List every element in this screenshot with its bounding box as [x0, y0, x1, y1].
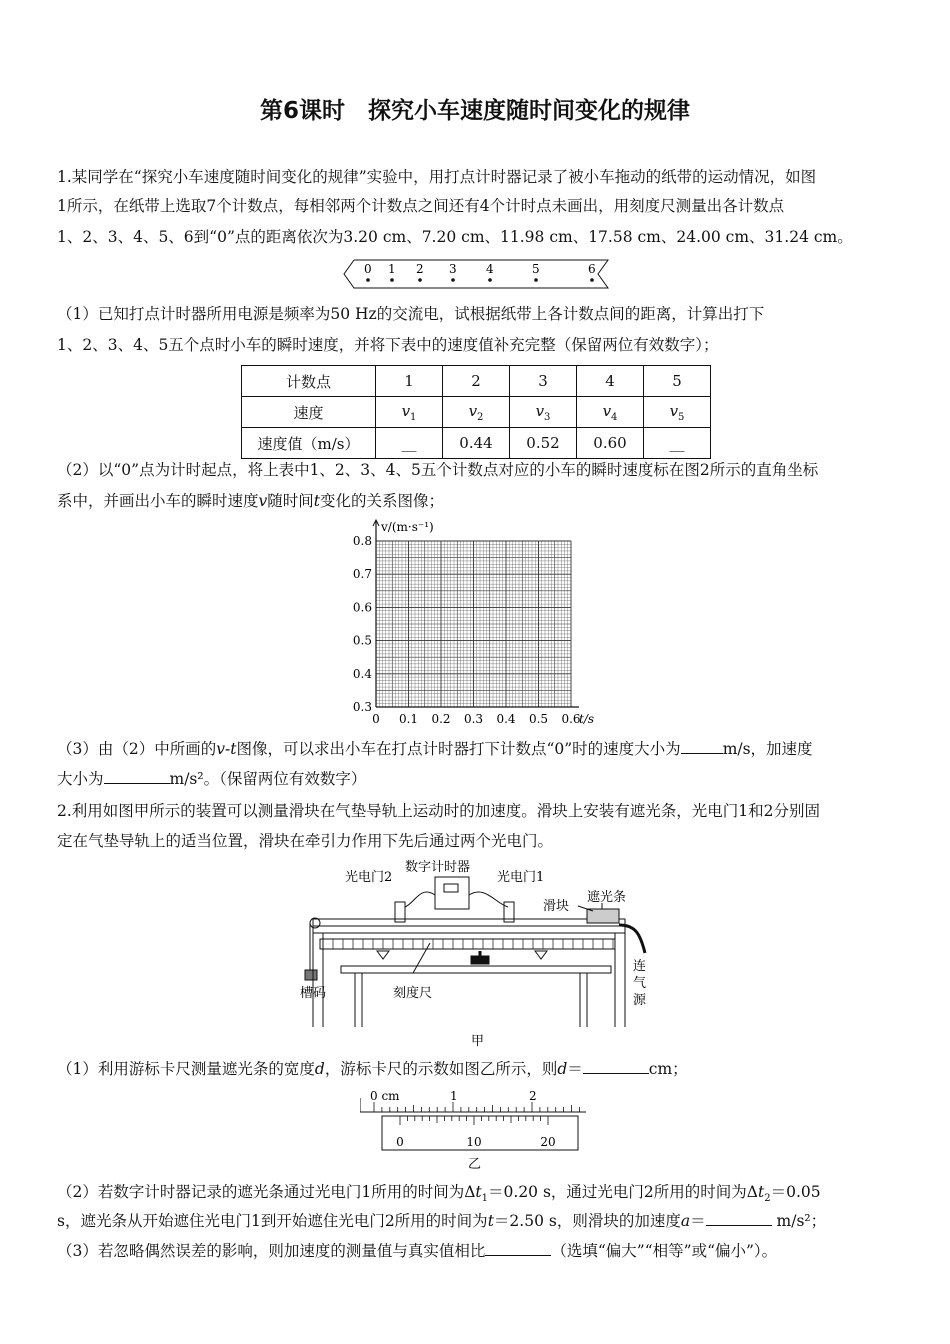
tape-label: 4 [486, 262, 494, 276]
y-tick-label: 0.7 [352, 567, 372, 582]
label-gate1: 光电门1 [497, 870, 545, 885]
y-tick-label: 0.3 [352, 700, 372, 714]
velocity-symbol: v [401, 401, 411, 420]
q2-intro-line2: 定在气垫导轨上的适当位置，滑块在牵引力作用下先后通过两个光电门。 [57, 832, 554, 850]
table-cell: 速度 [242, 397, 376, 428]
label-air-source [633, 959, 647, 1008]
q1-intro-line3: 1、2、3、4、5、6到“0”点的距离依次为3.20 cm、7.20 cm、11.98 cm、17.58 cm、24.00 cm、31.24 cm。 [57, 228, 853, 246]
table-row [242, 366, 711, 397]
tape-dot [534, 278, 538, 282]
x-tick-label: 0.6 [561, 712, 581, 726]
tape-dot [590, 278, 594, 282]
table-cell: $v_2$ [443, 397, 510, 428]
figure-caption-jia: 甲 [471, 1034, 485, 1049]
air-track-apparatus-figure [295, 855, 665, 1050]
q2-part1-line: （1）利用游标卡尺测量遮光条的宽度d，游标卡尺的示数如图乙所示，则d＝ cm； [57, 1055, 897, 1084]
q1-part2-line1: （2）以“0”点为计时起点，将上表中1、2、3、4、5五个计数点对应的小车的瞬时速度标在图2所示的直角坐标 [57, 461, 819, 479]
chart-grid [376, 541, 571, 707]
main-scale-label: 0 cm [370, 1089, 400, 1103]
table-cell: $v_5$ [644, 397, 711, 428]
x-tick-label: 0.5 [528, 712, 549, 726]
page-title: 第6课时 探究小车速度随时间变化的规律 [259, 98, 690, 124]
q1-part1-line1: （1）已知打点计时器所用电源是频率为50 Hz的交流电，试根据纸带上各计数点间的距离，计算出打下 [57, 305, 765, 323]
y-tick-label: 0.8 [352, 534, 372, 548]
velocity-symbol: v [535, 401, 545, 420]
label-ruler: 刻度尺 [393, 986, 433, 1001]
y-tick-label: 0.6 [352, 600, 372, 615]
answer-blank [706, 1209, 772, 1226]
tape-dot [451, 278, 455, 282]
answer-blank [485, 1239, 551, 1256]
paper-tape-figure [340, 259, 610, 289]
table-cell: $v_1$ [376, 397, 443, 428]
table-cell: $v_4$ [577, 397, 644, 428]
table-cell: 0.44 [443, 428, 510, 459]
x-tick-label: 0.1 [398, 712, 419, 726]
x-tick-label: 0.3 [463, 712, 484, 726]
table-cell: $v_3$ [510, 397, 577, 428]
q1-intro-line2: 1所示，在纸带上选取7个计数点，每相邻两个计数点之间还有4个计时点未画出，用刻度尺测量出各计数点 [57, 197, 785, 215]
air-source-char: 连 [633, 959, 647, 974]
tape-label: 0 [364, 262, 372, 276]
table-cell-blank: __ [376, 428, 443, 459]
main-scale-label: 1 [450, 1089, 458, 1103]
velocity-symbol: v [602, 401, 612, 420]
figure-caption-yi: 乙 [468, 1157, 482, 1172]
label-shade: 遮光条 [587, 890, 627, 905]
q1-part2-line2: 系中，并画出小车的瞬时速度v随时间t变化的关系图像； [57, 492, 445, 510]
vernier-label: 20 [540, 1135, 556, 1149]
q1-part1-line2: 1、2、3、4、5五个点时小车的瞬时速度，并将下表中的速度值补充完整（保留两位有效数字）； [57, 336, 719, 354]
tape-dot [366, 278, 370, 282]
paper-tape-outline [344, 260, 608, 288]
vt-grid-chart [340, 517, 610, 729]
velocity-symbol: v [468, 401, 478, 420]
label-slider: 滑块 [543, 899, 570, 914]
table-cell: 0.52 [510, 428, 577, 459]
tape-label: 1 [388, 262, 396, 276]
answer-blank [681, 737, 723, 754]
q2-part2-line2: s，遮光条从开始遮住光电门1到开始遮住光电门2所用的时间为t＝2.50 s，则滑块的加速度a＝ m/s²； [57, 1207, 897, 1236]
tape-label: 2 [416, 262, 424, 276]
table-cell: 4 [577, 366, 644, 397]
q1-intro-line1: 1.某同学在“探究小车速度随时间变化的规律”实验中，用打点计时器记录了被小车拖动的纸带的运动情况，如图 [57, 168, 817, 186]
x-tick-label: 0.2 [431, 712, 451, 726]
x-tick-label: 0.4 [496, 712, 516, 726]
tape-dot [488, 278, 492, 282]
velocity-table [241, 365, 711, 459]
digital-timer [435, 877, 469, 909]
table-cell: 5 [644, 366, 711, 397]
answer-blank [583, 1057, 649, 1074]
q1-part3-line2: 大小为 m/s²。（保留两位有效数字） [57, 765, 897, 794]
velocity-symbol: v [669, 401, 679, 420]
table-cell: 1 [376, 366, 443, 397]
table-cell: 计数点 [242, 366, 376, 397]
q2-intro-line1: 2.利用如图甲所示的装置可以测量滑块在气垫导轨上运动时的加速度。滑块上安装有遮光条，光电门1和2分别固 [57, 802, 821, 820]
tape-label: 6 [588, 262, 596, 276]
table-row [242, 428, 711, 459]
label-gate2: 光电门2 [345, 870, 393, 885]
air-source-char: 源 [633, 993, 647, 1008]
vernier-caliper-figure [360, 1088, 590, 1174]
table-cell: 3 [510, 366, 577, 397]
table-top [341, 966, 611, 973]
label-weight: 槽码 [300, 986, 327, 1001]
table-cell: 2 [443, 366, 510, 397]
weight-hanger [305, 970, 317, 980]
q2-part2-line1: （2）若数字计时器记录的遮光条通过光电门1所用的时间为$\Delta t_1=0.20$ s，通过光电门2所用的时间为$\Delta t_2=0.05$ [57, 1183, 821, 1205]
vernier-label: 10 [466, 1135, 482, 1149]
air-source-char: 气 [633, 976, 647, 991]
main-scale-label: 2 [529, 1089, 537, 1103]
label-timer: 数字计时器 [405, 860, 471, 875]
tape-dot [418, 278, 422, 282]
tape-label: 3 [449, 262, 457, 276]
answer-blank [104, 767, 170, 784]
table-cell: 速度值（m/s） [242, 428, 376, 459]
table-cell-blank: __ [644, 428, 711, 459]
x-axis-label: t/s [579, 712, 595, 726]
y-axis-label: v/(m·s⁻¹) [381, 520, 434, 534]
q1-part3-line1: （3）由（2）中所画的v-t图像，可以求出小车在打点计时器打下计数点“0”时的速度大小为 m/s，加速度 [57, 735, 897, 764]
x-tick-label: 0 [372, 712, 380, 726]
vernier-label: 0 [396, 1135, 404, 1149]
tape-dot [390, 278, 394, 282]
table-row [242, 397, 711, 428]
table-cell: 0.60 [577, 428, 644, 459]
y-tick-label: 0.4 [352, 666, 372, 681]
tape-label: 5 [532, 262, 540, 276]
y-tick-label: 0.5 [352, 633, 372, 648]
ruler-strip [320, 939, 615, 949]
q2-part3-line: （3）若忽略偶然误差的影响，则加速度的测量值与真实值相比 （选填“偏大”“相等”或“偏小”）。 [57, 1237, 897, 1266]
